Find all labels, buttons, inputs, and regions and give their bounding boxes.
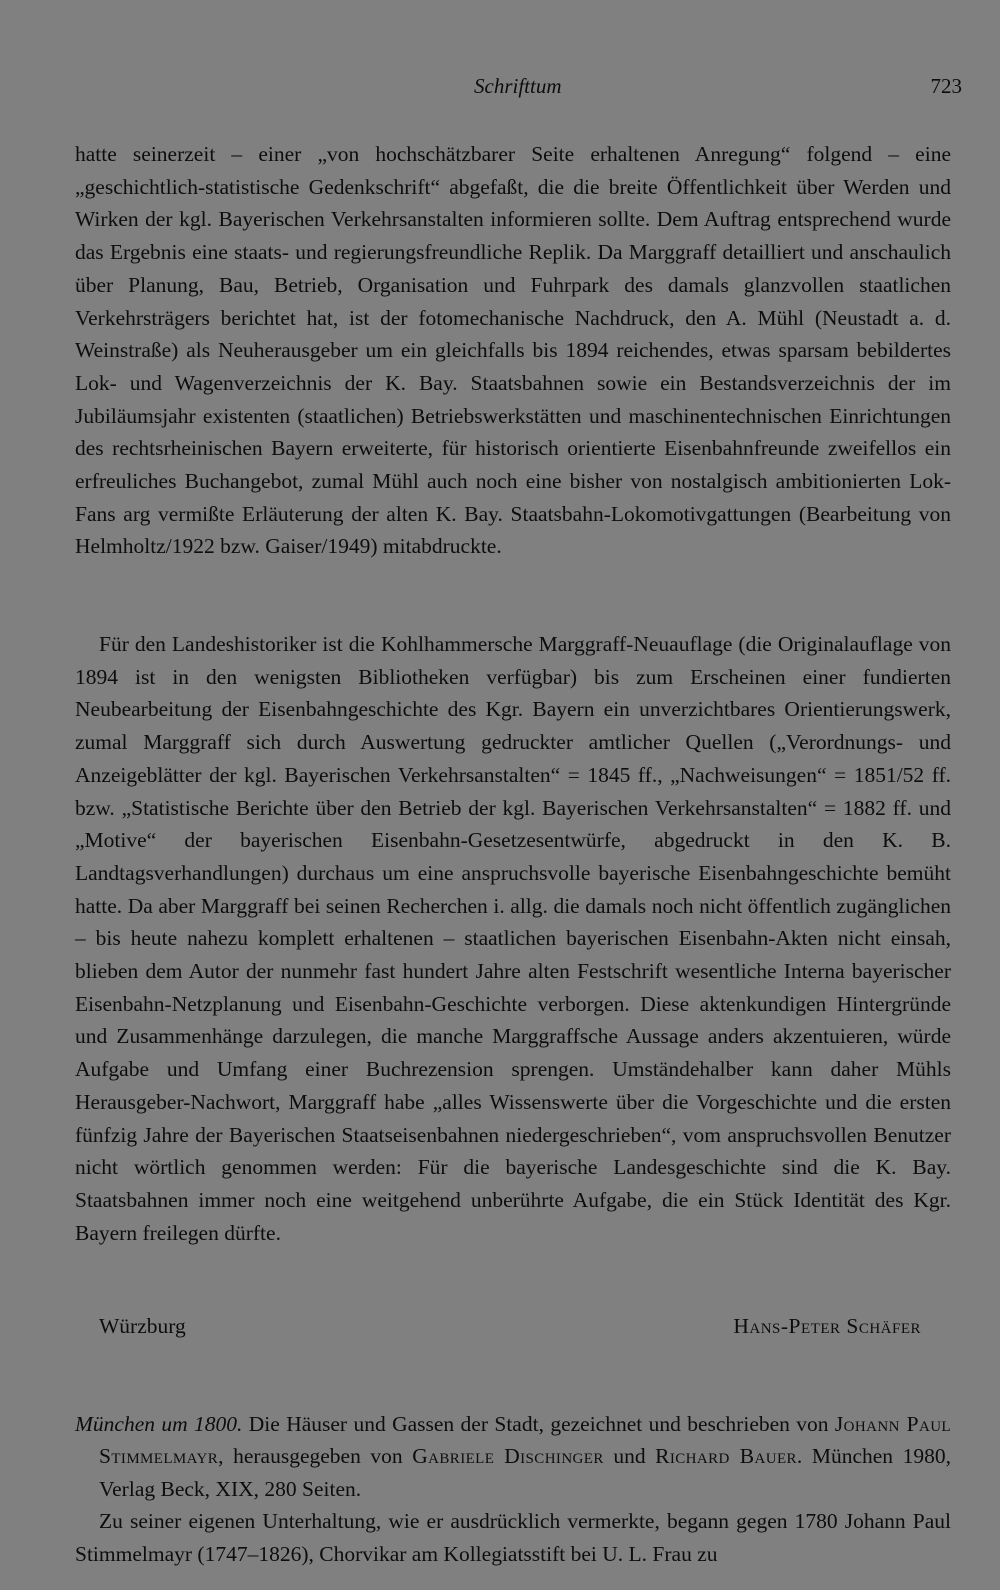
signature-author: Hans-Peter Schäfer — [733, 1314, 921, 1338]
and-text: und — [603, 1444, 656, 1469]
book-editor-1: Gabriele Dischinger — [412, 1444, 604, 1469]
publication-info: . München 1980, Verlag Beck, XIX, 280 Seiten. — [99, 1444, 951, 1501]
page-number: 723 — [930, 74, 962, 98]
book-subtitle: Die Häuser und Gassen der Stadt, gezeichnet und beschrieben von — [242, 1412, 835, 1436]
book-title: München um 1800. — [75, 1412, 243, 1436]
running-header — [0, 72, 1000, 102]
signature-place: Würzburg — [99, 1314, 186, 1338]
running-title: Schrifttum — [474, 74, 562, 98]
review-paragraph-2: Für den Landeshistoriker ist die Kohlhammersche Marggraff-Neuauflage (die Originalauflage von 1894 ist in den wenigsten Bibliotheken verfügbar) bis zum Erscheinen einer fundierten Neubearbeitung der Eisenbahngeschichte des Kgr. Bayern ein unverzichtbares Orientierungswerk, zumal Marggraff sich durch Auswertung gedruckter amtlicher Quellen („Verordnungs- und Anzeigeblätter der kgl. Bayerischen Verkehrsanstalten“ = 1845 ff., „Nachweisungen“ = 1851/52 ff. bzw. „Statistische Berichte über den Betrieb der kgl. Bayerischen Verkehrsanstalten“ = 1882 ff. und „Motive“ der bayerischen Eisenbahn-Gesetzesentwürfe, abgedruckt in den K. B. Landtagsverhandlungen) durchaus um eine anspruchsvolle bayerische Eisenbahngeschichte bemüht hatte. Da aber Marggraff bei seinen Recherchen i. allg. die damals noch nicht öffentlich zugänglichen – bis heute nahezu komplett erhaltenen – staatlichen bayerischen Eisenbahn-Akten nicht einsah, blieben dem Autor der nunmehr fast hundert Jahre alten Festschrift wesentliche Interna bayerischer Eisenbahn-Netzplanung und Eisenbahn-Geschichte verborgen. Diese aktenkundigen Hintergründe und Zusammenhänge darzulegen, die manche Marggraffsche Aussage anders akzentuieren, würde Aufgabe und Umfang einer Buchrezension sprengen. Umständehalber kann daher Mühls Herausgeber-Nachwort, Marggraff habe „alles Wissenswerte über die Vorgeschichte und die ersten fünfzig Jahre der Bayerischen Staatseisenbahnen niedergeschrieben“, vom anspruchsvollen Benutzer nicht wörtlich genommen werden: Für die bayerische Landesgeschichte sind die K. Bay. Staatsbahnen immer noch eine weitgehend unberührte Aufgabe, die ein Stück Identität des Kgr. Bayern freilegen dürfte. — [75, 632, 951, 1245]
book-author: Johann Paul Stimmelmayr — [99, 1412, 951, 1469]
book-editor-2: Richard Bauer — [655, 1444, 797, 1469]
edited-by-text: , herausgegeben von — [218, 1444, 413, 1469]
next-review-paragraph-1: Zu seiner eigenen Unterhaltung, wie er ausdrücklich vermerkte, begann gegen 1780 Johann Paul Stimmelmayr (1747–1826), Chorvikar am Kollegiatsstift bei U. L. Frau zu — [75, 1509, 951, 1566]
review-paragraph-1: hatte seinerzeit – einer „von hochschätzbarer Seite erhaltenen Anregung“ folgend – eine „geschichtlich-statistische Gedenkschrift“ abgefaßt, die die breite Öffentlichkeit über Werden und Wirken der kgl. Bayerischen Verkehrsanstalten informieren sollte. Dem Auftrag entsprechend wurde das Ergebnis eine staats- und regierungsfreundliche Replik. Da Marggraff detailliert und anschaulich über Planung, Bau, Betrieb, Organisation und Fuhrpark des damals glanzvollen staatlichen Verkehrsträgers berichtet hat, ist der fotomechanische Nachdruck, den A. Mühl (Neustadt a. d. Weinstraße) als Neuherausgeber um ein gleichfalls bis 1894 reichendes, etwas sparsam bebildertes Lok- und Wagenverzeichnis der K. Bay. Staatsbahnen sowie ein Bestandsverzeichnis der im Jubiläumsjahr existenten (staatlichen) Betriebswerkstätten und maschinentechnischen Einrichtungen des rechtsrheinischen Bayern erweiterte, für historisch orientierte Eisenbahnfreunde zweifellos ein erfreuliches Buchangebot, zumal Mühl auch noch eine bisher von nostalgisch ambitionierten Lok-Fans arg vermißte Erläuterung der alten K. Bay. Staatsbahn-Lokomotivgattungen (Bearbeitung von Helmholtz/1922 bzw. Gaiser/1949) mitabdruckte. — [75, 142, 951, 559]
bibliographic-entry — [75, 1408, 951, 1505]
